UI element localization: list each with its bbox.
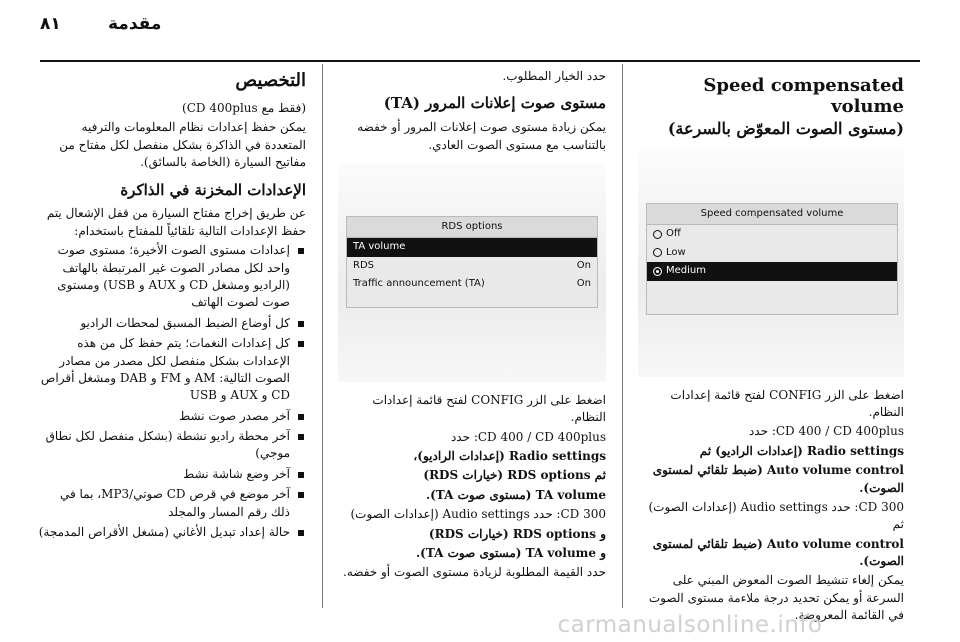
- option-label: Low: [666, 246, 686, 258]
- para: حدد الخيار المطلوب.: [502, 69, 606, 83]
- para: يمكن زيادة مستوى صوت إعلانات المرور أو خفضه بالتناسب مع مستوى الصوت العادي.: [357, 120, 606, 152]
- para: TA volume (مستوى صوت TA).: [425, 487, 606, 502]
- para: CD 400 / CD 400plus: حدد: [450, 429, 606, 444]
- row-ta-volume: [347, 238, 597, 257]
- para: CD 300: حدد Audio settings (إعدادات الصوت) ثم: [648, 499, 904, 532]
- list-item: كل أوضاع الضبط المسبق لمحطات الراديو: [38, 315, 306, 332]
- section-title: مستوى صوت إعلانات المرور (TA): [383, 94, 606, 113]
- para: CD 300: حدد Audio settings (إعدادات الصوت): [350, 507, 606, 522]
- option-label: Medium: [666, 265, 706, 277]
- option-label: Off: [666, 228, 681, 240]
- para: Auto volume control (ضبط تلقائي لمستوى الصوت).: [652, 536, 904, 569]
- list-item: حالة إعداد تبديل الأغاني (مشغل الأقراص المدمجة): [38, 524, 306, 541]
- para: CD 400 / CD 400plus: حدد: [748, 424, 904, 439]
- para: و RDS options (خيارات RDS): [428, 526, 606, 541]
- subsection-title: الإعدادات المخزنة في الذاكرة: [120, 180, 306, 199]
- page-number: ٨١: [40, 14, 61, 34]
- column-divider-right: [622, 64, 623, 608]
- column-personalization: [38, 68, 306, 544]
- para: اضغط على الزر CONFIG لفتح قائمة إعدادات النظام.: [670, 387, 904, 419]
- para: يمكن إلغاء تنشيط الصوت المعوض المبني على السرعة أو يمكن تحديد درجة ملاءمة مستوى الصوت في القائمة المعروضة.: [648, 573, 904, 623]
- speed-volume-screen-photo: [638, 151, 904, 377]
- row-traffic-announcement: [347, 275, 597, 294]
- column-ta-volume: [338, 68, 606, 584]
- chapter-title: مقدمة: [108, 14, 162, 34]
- option-medium: [647, 262, 897, 281]
- row-label: TA volume: [353, 241, 406, 253]
- rds-options-screen-photo: [338, 164, 606, 382]
- display-title: RDS options: [347, 217, 597, 239]
- row-rds: [347, 257, 597, 276]
- section-title: التخصيص: [235, 70, 306, 91]
- watermark: carmanualsonline.info: [557, 612, 823, 638]
- list-item: آخر محطة راديو نشطة (بشكل منفصل لكل نطاق موجي): [38, 428, 306, 463]
- radio-empty-icon: [653, 248, 662, 257]
- option-off: [647, 225, 897, 244]
- para: Radio settings (إعدادات الراديو)،: [413, 449, 606, 464]
- radio-empty-icon: [653, 230, 662, 239]
- para: عن طريق إخراج مفتاح السيارة من قفل الإشعال يتم حفظ الإعدادات التالية تلقائياً للمفتاح باستخدام:: [46, 206, 306, 238]
- section-title-ar: (مستوى الصوت المعوّض بالسرعة): [667, 119, 904, 139]
- section-title-en: Speed compensated volume: [703, 75, 904, 117]
- option-low: [647, 244, 897, 263]
- list-item: آخر موضع في قرص CD صوتي/MP3، بما في ذلك رقم المسار والمجلد: [38, 486, 306, 521]
- rds-options-display: [346, 216, 598, 308]
- para: اضغط على الزر CONFIG لفتح قائمة إعدادات النظام.: [372, 392, 606, 425]
- para: يمكن حفظ إعدادات نظام المعلومات والترفيه المتعددة في الذاكرة بشكل منفصل لكل مفتاح من مفاتيح السيارة (الخاصة بالسائق).: [59, 120, 306, 170]
- para: و TA volume (مستوى صوت TA).: [415, 546, 606, 561]
- display-title: Speed compensated volume: [647, 204, 897, 226]
- radio-selected-icon: [653, 267, 662, 276]
- page-header: [0, 0, 960, 52]
- subtitle: (فقط مع CD 400plus): [182, 101, 306, 116]
- header-rule: [40, 60, 920, 62]
- list-item: إعدادات مستوى الصوت الأخيرة؛ مستوى صوت واحد لكل مصادر الصوت غير المرتبطة بالهاتف (الراديو ومشغل CD و AUX و USB) ومستوى صوت لصوت الهاتف: [38, 242, 306, 312]
- row-label: Traffic announcement (TA): [353, 278, 485, 290]
- para: حدد القيمة المطلوبة لزيادة مستوى الصوت أو خفضه.: [343, 565, 606, 580]
- row-value: On: [576, 259, 591, 271]
- list-item: آخر وضع شاشة نشط: [38, 466, 306, 483]
- row-label: RDS: [353, 259, 374, 271]
- column-divider-left: [322, 64, 323, 608]
- list-item: كل إعدادات النغمات؛ يتم حفظ كل من هذه الإعدادات بشكل منفصل لكل مصدر من مصادر الصوت التالية: AM و FM و DAB ومشغل أقراص CD و AUX و USB: [38, 335, 306, 405]
- column-speed-volume: [638, 68, 904, 627]
- row-value: On: [576, 278, 591, 290]
- para: ثم RDS options (خيارات RDS): [423, 468, 606, 483]
- speed-volume-display: [646, 203, 898, 315]
- para: Auto volume control (ضبط تلقائي لمستوى الصوت).: [652, 463, 904, 495]
- list-item: آخر مصدر صوت نشط: [38, 408, 306, 425]
- para: Radio settings (إعدادات الراديو) ثم: [699, 443, 904, 458]
